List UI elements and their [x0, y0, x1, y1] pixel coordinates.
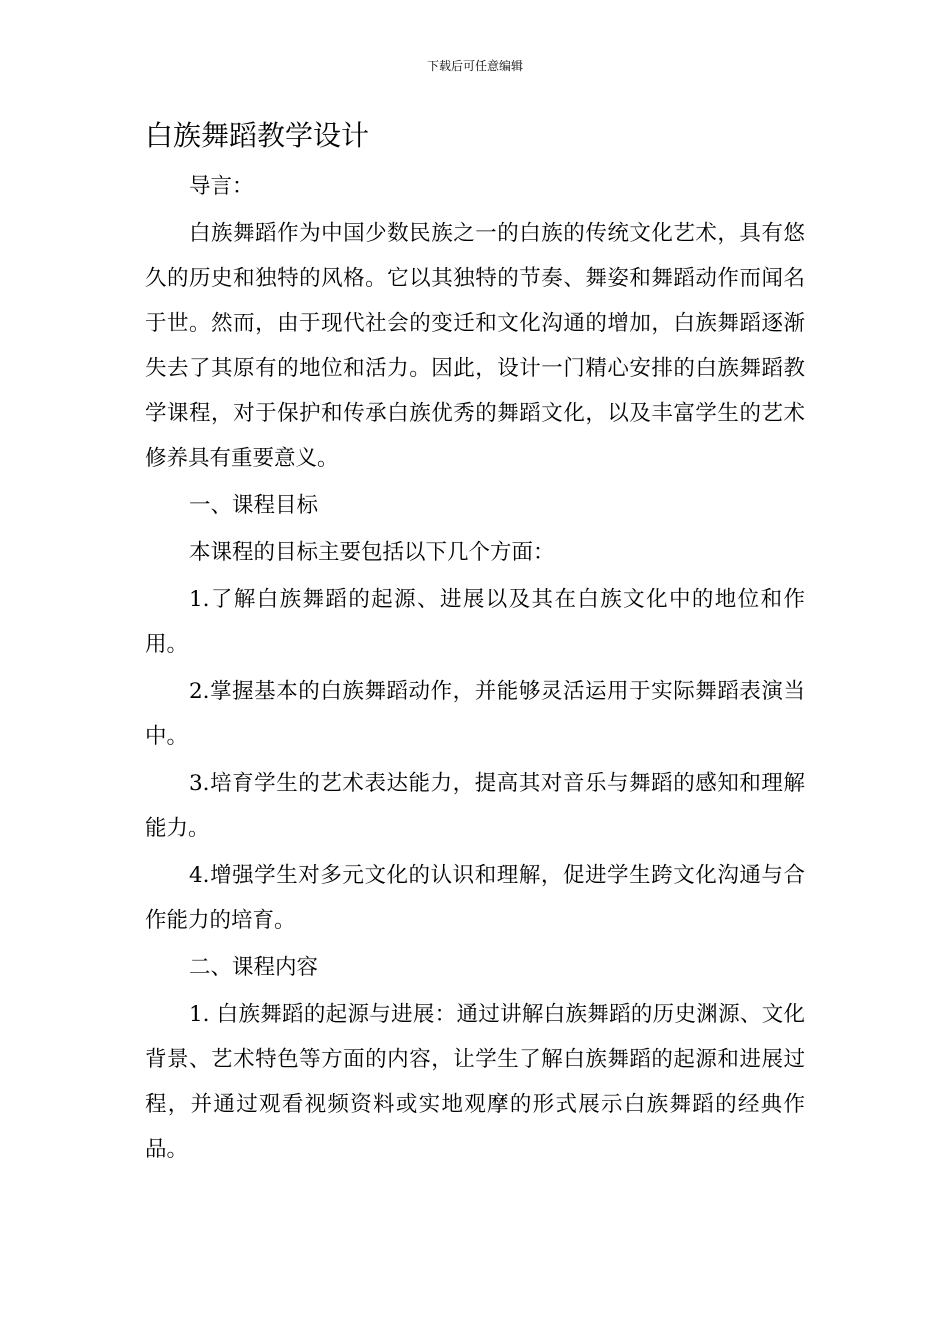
goal-item-4: 4.增强学生对多元文化的认识和理解，促进学生跨文化沟通与合作能力的培育。	[145, 863, 805, 933]
goals-intro: 本课程的目标主要包括以下几个方面：	[189, 540, 555, 565]
goal-item-1: 1.了解白族舞蹈的起源、进展以及其在白族文化中的地位和作用。	[145, 587, 805, 657]
intro-paragraph: 白族舞蹈作为中国少数民族之一的白族的传统文化艺术，具有悠久的历史和独特的风格。它以其独特的节奏、舞姿和舞蹈动作而闻名于世。然而，由于现代社会的变迁和文化沟通的增加，白族舞蹈逐渐失去了其原有的地位和活力。因此，设计一门精心安排的白族舞蹈教学课程，对于保护和传承白族优秀的舞蹈文化，以及丰富学生的艺术修养具有重要意义。	[145, 221, 805, 471]
section-heading-content: 二、课程内容	[189, 955, 319, 980]
goal-item-3: 3.培育学生的艺术表达能力，提高其对音乐与舞蹈的感知和理解能力。	[145, 771, 805, 841]
intro-heading: 导言：	[189, 174, 254, 199]
goal-item-2: 2.掌握基本的白族舞蹈动作，并能够灵活运用于实际舞蹈表演当中。	[145, 679, 805, 749]
section-heading-goals: 一、课程目标	[189, 493, 319, 518]
document-body	[145, 164, 805, 1174]
document-title: 白族舞蹈教学设计	[145, 119, 370, 152]
header-note: 下载后可任意编辑	[426, 59, 523, 73]
content-item-1: 1. 白族舞蹈的起源与进展：通过讲解白族舞蹈的历史渊源、文化背景、艺术特色等方面的内容，让学生了解白族舞蹈的起源和进展过程，并通过观看视频资料或实地观摩的形式展示白族舞蹈的经典作品。	[145, 1002, 805, 1162]
